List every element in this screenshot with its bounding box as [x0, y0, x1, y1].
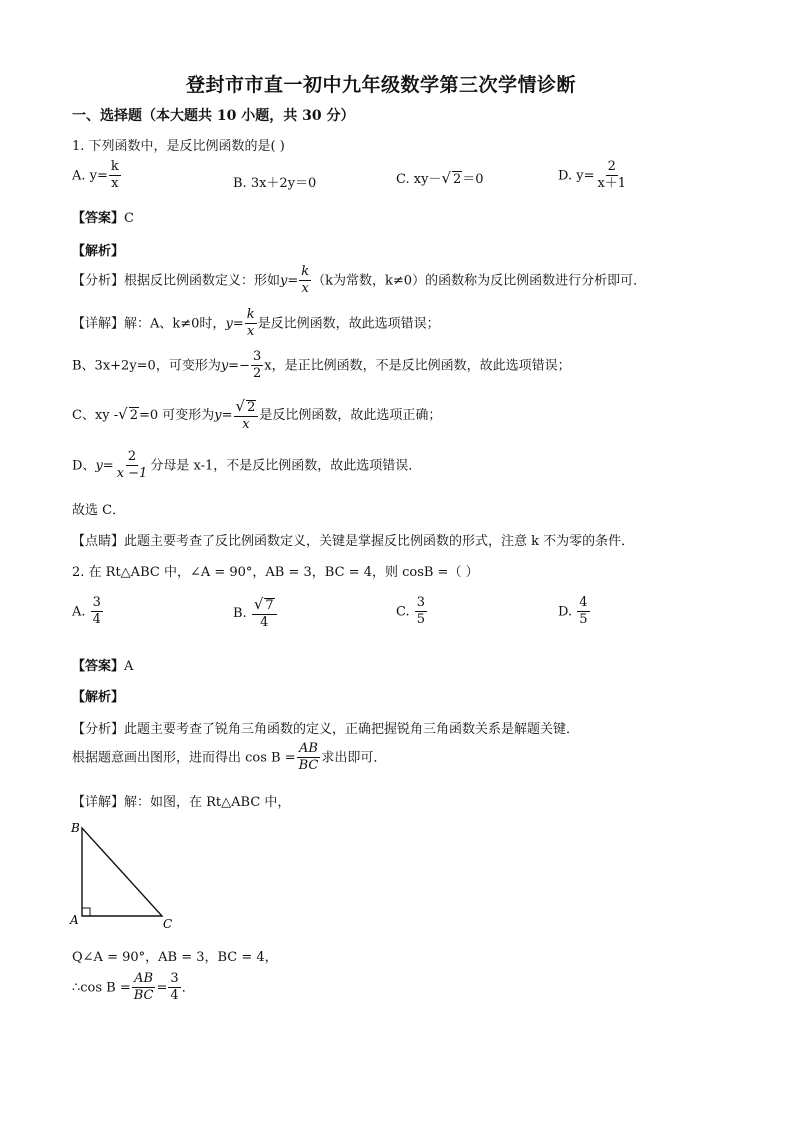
right-angle-mark	[82, 908, 90, 916]
q1-option-c: C. xy－√ 2＝0	[396, 169, 484, 187]
q1-choose: 故选 C．	[72, 503, 126, 518]
q1-point: 【点睛】此题主要考查了反比例函数定义，关键是掌握反比例函数的形式，注意 k 不为零的条件．	[72, 534, 635, 549]
q1-option-d: D. y= $\frac{2}{x+1}$	[558, 159, 627, 192]
triangle-figure	[66, 818, 186, 933]
q1-answer: 【答案】C	[72, 211, 134, 226]
q2-option-c: C. $\frac{3}{5}$	[396, 595, 426, 628]
q1-option-a: A. y= $\frac{k}{x}$	[72, 159, 119, 192]
label-c: C	[163, 917, 173, 931]
page-title: 登封市市直一初中九年级数学第三次学情诊断	[186, 74, 577, 96]
q2-draw: 根据题意画出图形，进而得出 cos B = $\frac{AB}{BC}$ 求出即可．	[72, 741, 387, 774]
q1-detail-d: D、y= $\frac{2}{x -1}$ 分母是 x-1，不是反比例函数，故此选项错误．	[72, 449, 422, 482]
q2-option-d: D. $\frac{4}{5}$	[558, 595, 588, 628]
q1-detail-a: 【详解】解：A、k≠0时，y= $\frac{k}{x}$ 是反比例函数，故此选项错误；	[72, 307, 440, 340]
section-heading: 一、选择题（本大题共 10 小题，共 30 分）	[72, 108, 355, 124]
q2-stem: 2. 在 Rt△ABC 中，∠A = 90°，AB = 3，BC = 4，则 cosB =（ ）	[72, 565, 479, 580]
q1-stem: 1. 下列函数中，是反比例函数的是( )	[72, 139, 285, 154]
q2-because: Q∠A = 90°，AB = 3，BC = 4，	[72, 950, 278, 965]
q2-jiexi: 【解析】	[72, 690, 125, 705]
label-a: A	[70, 913, 79, 927]
q2-analysis: 【分析】此题主要考查了锐角三角函数的定义，正确把握锐角三角函数关系是解题关键．	[72, 722, 580, 737]
q1-detail-b: B、3x+2y=0，可变形为y=− $\frac{3}{2}$ x，是正比例函数，不是反比例函数，故此选项错误；	[72, 349, 571, 382]
q2-therefore: ∴cos B = $\frac{AB}{BC}$ = $\frac{3}{4}$ ．	[72, 971, 195, 1004]
triangle-abc	[82, 828, 162, 916]
q2-option-b: B. $\frac{√ 7}{4}$	[233, 596, 278, 631]
q1-option-b: B. 3x＋2y＝0	[233, 176, 317, 191]
q2-answer: 【答案】A	[72, 659, 134, 674]
q1-jiexi: 【解析】	[72, 244, 125, 259]
q2-detail: 【详解】解：如图，在 Rt△ABC 中，	[72, 795, 291, 810]
q1-analysis: 【分析】根据反比例函数定义：形如y= $\frac{k}{x}$ （k为常数，k≠0）的函数称为反比例函数进行分析即可．	[72, 264, 647, 297]
q1-detail-c: C、xy -√ 2=0 可变形为y= $\frac{√ 2}{x}$ 是反比例函数，故此选项正确；	[72, 397, 442, 433]
label-b: B	[71, 821, 80, 835]
q2-option-a: A. $\frac{3}{4}$	[72, 595, 101, 628]
